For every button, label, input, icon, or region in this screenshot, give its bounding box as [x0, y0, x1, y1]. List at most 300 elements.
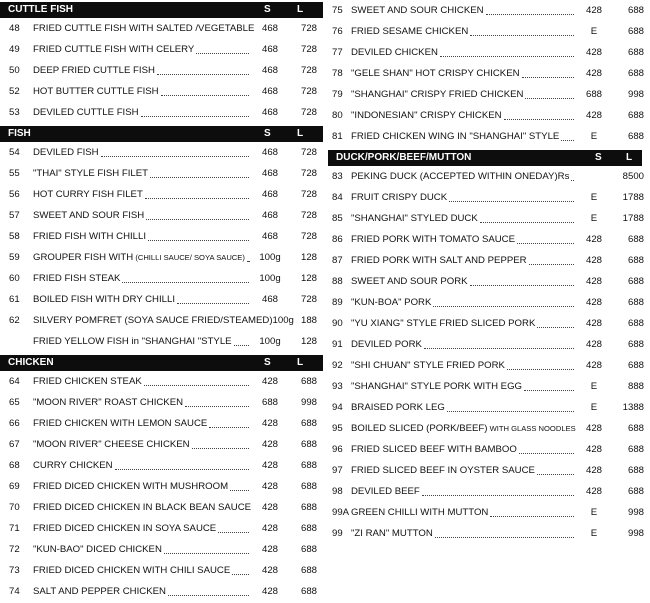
price-small: 428	[261, 418, 278, 429]
item-name-text: FRIED CHICKEN WING IN "SHANGHAI" STYLE	[351, 131, 560, 142]
price-large: 688	[627, 131, 644, 142]
price-small: 468	[261, 189, 278, 200]
item-name-text: "MOON RIVER" CHEESE CHICKEN	[33, 439, 190, 450]
dot-leader	[517, 243, 574, 244]
item-number: 85	[332, 213, 343, 224]
menu-item	[0, 455, 323, 476]
item-name-text: DEVILED CUTTLE FISH	[33, 107, 139, 118]
price-small: E	[590, 528, 598, 539]
item-number: 72	[9, 544, 20, 555]
price-large: 688	[627, 68, 644, 79]
item-name	[33, 539, 162, 560]
item-name-text: FRIED PORK WITH SALT AND PEPPER	[351, 255, 527, 266]
menu-item	[0, 392, 323, 413]
dot-leader	[486, 14, 574, 15]
dot-leader	[192, 448, 249, 449]
item-name	[351, 334, 422, 355]
item-name-text: SILVERY POMFRET (SOYA SAUCE FRIED/STEAMED)100g	[33, 315, 294, 326]
dot-leader	[537, 327, 574, 328]
price-large: 728	[300, 231, 317, 242]
dot-leader	[470, 35, 574, 36]
item-name	[351, 313, 535, 334]
menu-item	[326, 250, 650, 271]
price-large: 998	[627, 89, 644, 100]
item-name	[33, 81, 159, 102]
item-name-text: FRIED SESAME CHICKEN	[351, 26, 469, 37]
price-small: 428	[585, 486, 602, 497]
dot-leader	[470, 285, 574, 286]
item-name-text: GREEN CHILLI WITH MUTTON	[351, 507, 489, 518]
menu-item	[326, 0, 650, 21]
menu-item	[0, 310, 323, 331]
menu-item	[326, 21, 650, 42]
item-name-text: DEVILED CHICKEN	[351, 47, 438, 58]
item-name	[351, 63, 520, 84]
item-name-text: FRIED CHICKEN STEAK	[33, 376, 142, 387]
menu-item	[0, 102, 323, 123]
item-name	[351, 292, 431, 313]
price-small: 100g	[259, 252, 281, 263]
price-small: 100g	[259, 273, 281, 284]
dot-leader	[164, 553, 249, 554]
price-small: 428	[585, 47, 602, 58]
item-name	[351, 502, 488, 523]
size-large-header: L	[297, 128, 304, 139]
price-large: 1388	[622, 402, 644, 413]
item-name-text: "SHANGHAI" CRISPY FRIED CHICKEN	[351, 89, 524, 100]
item-name	[351, 84, 523, 105]
item-name-text: FRIED CUTTLE FISH WITH SALTED /VEGETABLE	[33, 23, 255, 34]
price-large: 688	[300, 544, 317, 555]
item-number: 78	[332, 68, 343, 79]
item-number: 93	[332, 381, 343, 392]
menu-column-right	[326, 0, 650, 544]
item-name	[351, 0, 484, 21]
dot-leader	[522, 77, 574, 78]
item-name	[33, 226, 146, 247]
dot-leader	[433, 306, 574, 307]
item-number: 54	[9, 147, 20, 158]
menu-item	[0, 518, 323, 539]
size-small-header: S	[264, 128, 271, 139]
price-small: 428	[585, 276, 602, 287]
item-number: 67	[9, 439, 20, 450]
item-number: 99A	[332, 507, 350, 518]
dot-leader	[218, 532, 249, 533]
price-large: 128	[300, 273, 317, 284]
item-number: 84	[332, 192, 343, 203]
price-large: 1788	[622, 192, 644, 203]
price-small: 468	[261, 294, 278, 305]
price-large: 688	[627, 234, 644, 245]
item-number: 49	[9, 44, 20, 55]
dot-leader	[525, 98, 574, 99]
price-large: 688	[627, 444, 644, 455]
item-number: 62	[9, 315, 20, 326]
item-name	[33, 289, 175, 310]
price-large: 128	[300, 336, 317, 347]
dot-leader	[146, 219, 249, 220]
price-large: 688	[300, 439, 317, 450]
dot-leader	[449, 201, 574, 202]
price-large: 688	[627, 486, 644, 497]
price-small: E	[590, 507, 598, 518]
dot-leader	[507, 369, 574, 370]
price-small: 428	[585, 234, 602, 245]
size-large-header: L	[297, 357, 304, 368]
dot-leader	[435, 537, 574, 538]
size-small-header: S	[264, 4, 271, 15]
item-name	[33, 142, 99, 163]
menu-item	[0, 434, 323, 455]
item-name	[33, 497, 251, 518]
item-name-text: HOT CURRY FISH FILET	[33, 189, 143, 200]
item-number: 95	[332, 423, 343, 434]
price-small: 428	[585, 255, 602, 266]
item-name	[33, 163, 148, 184]
price-large: 688	[627, 297, 644, 308]
item-name-text: "SHI CHUAN" STYLE FRIED PORK	[351, 360, 505, 371]
section-header	[0, 2, 323, 18]
menu-item	[0, 497, 323, 518]
menu-item	[326, 229, 650, 250]
dot-leader	[480, 222, 574, 223]
menu-item	[0, 476, 323, 497]
menu-item	[326, 208, 650, 229]
dot-leader	[571, 180, 574, 181]
menu-item	[326, 292, 650, 313]
item-name-text: "YU XIANG" STYLE FRIED SLICED PORK	[351, 318, 536, 329]
item-name	[33, 310, 294, 331]
price-small: 468	[261, 231, 278, 242]
item-name-text: BOILED FISH WITH DRY CHILLI	[33, 294, 175, 305]
dot-leader	[424, 348, 574, 349]
dot-leader	[177, 303, 249, 304]
item-name	[351, 208, 478, 229]
price-large: 728	[300, 294, 317, 305]
price-large: 728	[300, 44, 317, 55]
menu-item	[326, 187, 650, 208]
price-large: 188	[300, 315, 317, 326]
price-large: 728	[300, 86, 317, 97]
item-number: 81	[332, 131, 343, 142]
menu-item	[0, 226, 323, 247]
dot-leader	[232, 574, 249, 575]
item-number: 65	[9, 397, 20, 408]
item-name	[33, 268, 120, 289]
menu-item	[0, 539, 323, 560]
price-large: 688	[627, 318, 644, 329]
price-large: 688	[627, 110, 644, 121]
price-large: 688	[627, 47, 644, 58]
dot-leader	[247, 261, 249, 262]
price-large: 728	[300, 23, 317, 34]
item-name-text: "SHANGHAI" STYLED DUCK	[351, 213, 478, 224]
item-name-text: "SHANGHAI" STYLE PORK WITH EGG	[351, 381, 522, 392]
menu-item	[0, 18, 323, 39]
price-large: 728	[300, 107, 317, 118]
item-number: 48	[9, 23, 20, 34]
price-large: 728	[300, 65, 317, 76]
item-number: 77	[332, 47, 343, 58]
price-small: 428	[261, 544, 278, 555]
menu-item	[326, 42, 650, 63]
item-name	[33, 392, 183, 413]
item-name-text: BRAISED PORK LEG	[351, 402, 445, 413]
item-name	[33, 247, 245, 268]
item-name-text: SWEET AND SOUR PORK	[351, 276, 468, 287]
item-name	[33, 205, 144, 226]
size-small-header: S	[595, 152, 602, 163]
size-large-header: L	[626, 152, 633, 163]
item-name-text: "ZI RAN" MUTTON	[351, 528, 433, 539]
dot-leader	[168, 595, 249, 596]
item-name	[33, 581, 166, 602]
item-name	[351, 355, 505, 376]
price-large: 888	[627, 381, 644, 392]
price-small: E	[590, 381, 598, 392]
price-large: 728	[300, 210, 317, 221]
price-large: 728	[300, 147, 317, 158]
item-number: 71	[9, 523, 20, 534]
item-name-text: FRIED SLICED BEEF IN OYSTER SAUCE	[351, 465, 535, 476]
dot-leader	[561, 140, 574, 141]
item-name	[351, 42, 438, 63]
price-small: E	[590, 192, 598, 203]
price-small: 688	[261, 397, 278, 408]
item-name	[351, 126, 559, 147]
dot-leader	[196, 53, 249, 54]
item-number: 88	[332, 276, 343, 287]
item-name	[351, 418, 576, 439]
item-name-text: FRIED CHICKEN WITH LEMON SAUCE	[33, 418, 208, 429]
item-name	[351, 187, 447, 208]
item-number: 64	[9, 376, 20, 387]
price-small: 428	[585, 68, 602, 79]
item-name	[351, 460, 535, 481]
section-title: CHICKEN	[8, 357, 54, 368]
item-number: 83	[332, 171, 343, 182]
item-name	[33, 60, 155, 81]
menu-item	[0, 581, 323, 602]
dot-leader	[145, 198, 249, 199]
item-number: 92	[332, 360, 343, 371]
price-large: 728	[300, 168, 317, 179]
item-name	[351, 439, 517, 460]
item-number: 70	[9, 502, 20, 513]
menu-item	[326, 334, 650, 355]
item-name-text: HOT BUTTER CUTTLE FISH	[33, 86, 159, 97]
price-small: 688	[585, 89, 602, 100]
item-name	[351, 166, 569, 187]
item-name	[351, 376, 522, 397]
price-large: 688	[300, 481, 317, 492]
price-large: 688	[627, 276, 644, 287]
dot-leader	[150, 177, 249, 178]
item-name-text: FRIED DICED CHICKEN WITH CHILI SAUCE	[33, 565, 231, 576]
menu-item	[0, 560, 323, 581]
item-name-text: "GELE SHAN" HOT CRISPY CHICKEN	[351, 68, 520, 79]
price-large: 688	[627, 26, 644, 37]
price-large: 688	[300, 376, 317, 387]
price-large: 688	[300, 502, 317, 513]
item-number: 80	[332, 110, 343, 121]
price-small: 428	[585, 297, 602, 308]
item-name	[351, 481, 420, 502]
menu-item	[326, 397, 650, 418]
item-name	[33, 413, 207, 434]
price-small: E	[590, 402, 598, 413]
item-name-text: FRIED SLICED BEEF WITH BAMBOO	[351, 444, 517, 455]
item-number: 73	[9, 565, 20, 576]
item-name	[351, 250, 527, 271]
price-small: 428	[261, 481, 278, 492]
dot-leader	[185, 406, 249, 407]
menu-item	[0, 289, 323, 310]
item-name-text: FRIED DICED CHICKEN WITH MUSHROOM	[33, 481, 229, 492]
item-name-text: PEKING DUCK (ACCEPTED WITHIN ONEDAY)Rs	[351, 171, 570, 182]
dot-leader	[234, 345, 249, 346]
menu-item	[326, 439, 650, 460]
menu-item	[326, 313, 650, 334]
price-small: 428	[585, 318, 602, 329]
price-large: 688	[300, 586, 317, 597]
menu-item	[326, 355, 650, 376]
item-name-text: FRIED YELLOW FISH in "SHANGHAI "STYLE	[33, 336, 232, 347]
price-small: 428	[261, 376, 278, 387]
item-name-text: FRUIT CRISPY DUCK	[351, 192, 448, 203]
item-name	[351, 21, 468, 42]
item-name	[33, 560, 230, 581]
item-name-text: FRIED PORK WITH TOMATO SAUCE	[351, 234, 515, 245]
item-name	[33, 331, 232, 352]
price-small: 428	[261, 439, 278, 450]
price-small: 428	[585, 5, 602, 16]
price-small: 428	[261, 460, 278, 471]
menu-item	[326, 523, 650, 544]
dot-leader	[422, 495, 574, 496]
item-number: 53	[9, 107, 20, 118]
menu-item	[0, 39, 323, 60]
item-name-text: FRIED FISH STEAK	[33, 273, 121, 284]
price-small: 428	[261, 523, 278, 534]
item-name	[33, 518, 216, 539]
item-name-text: SWEET AND SOUR CHICKEN	[351, 5, 484, 16]
menu-item	[326, 418, 650, 439]
item-name-text: "KUN-BOA" PORK	[351, 297, 432, 308]
item-name	[33, 476, 228, 497]
menu-item	[0, 184, 323, 205]
price-small: 428	[585, 339, 602, 350]
item-number: 61	[9, 294, 20, 305]
price-small: 428	[261, 502, 278, 513]
item-number: 55	[9, 168, 20, 179]
menu-item	[0, 142, 323, 163]
dot-leader	[115, 469, 249, 470]
price-large: 1788	[622, 213, 644, 224]
price-large: 688	[300, 460, 317, 471]
section-title: FISH	[8, 128, 31, 139]
item-number: 76	[332, 26, 343, 37]
item-name-text: "THAI" STYLE FISH FILET	[33, 168, 149, 179]
item-number: 66	[9, 418, 20, 429]
menu-item	[0, 163, 323, 184]
price-small: 428	[585, 465, 602, 476]
item-name	[33, 39, 194, 60]
price-large: 998	[627, 528, 644, 539]
price-large: 688	[627, 360, 644, 371]
menu-item	[326, 271, 650, 292]
item-number: 68	[9, 460, 20, 471]
item-number: 79	[332, 89, 343, 100]
dot-leader	[141, 116, 249, 117]
menu-item	[326, 166, 650, 187]
section-header	[0, 126, 323, 142]
dot-leader	[440, 56, 574, 57]
menu-item	[326, 63, 650, 84]
item-number: 69	[9, 481, 20, 492]
dot-leader	[161, 95, 249, 96]
item-name	[33, 434, 190, 455]
menu-item	[0, 331, 323, 352]
item-note: WITH GLASS NOODLES	[487, 424, 576, 433]
menu-item	[326, 376, 650, 397]
item-name	[33, 184, 143, 205]
item-number: 97	[332, 465, 343, 476]
item-name	[351, 271, 468, 292]
dot-leader	[148, 240, 249, 241]
item-name-text: FRIED DICED CHICKEN IN SOYA SAUCE	[33, 523, 217, 534]
item-number: 50	[9, 65, 20, 76]
item-note: (CHILLI SAUCE/ SOYA SAUCE)	[133, 253, 245, 262]
menu-item	[0, 205, 323, 226]
dot-leader	[524, 390, 574, 391]
price-large: 688	[300, 418, 317, 429]
item-number: 90	[332, 318, 343, 329]
price-large: 688	[627, 255, 644, 266]
item-name-text: FRIED DICED CHICKEN IN BLACK BEAN SAUCE	[33, 502, 252, 513]
item-name	[33, 18, 254, 39]
price-small: 468	[261, 210, 278, 221]
menu-item	[0, 60, 323, 81]
menu-item	[0, 268, 323, 289]
price-large: 998	[627, 507, 644, 518]
dot-leader	[230, 490, 249, 491]
item-name-text: "MOON RIVER" ROAST CHICKEN	[33, 397, 184, 408]
size-small-header: S	[264, 357, 271, 368]
dot-leader	[529, 264, 574, 265]
price-small: 428	[261, 565, 278, 576]
section-header	[328, 150, 642, 166]
menu-item	[326, 105, 650, 126]
price-large: 128	[300, 252, 317, 263]
item-number: 59	[9, 252, 20, 263]
item-name	[33, 102, 139, 123]
item-number: 98	[332, 486, 343, 497]
price-small: 468	[261, 168, 278, 179]
menu-item	[326, 481, 650, 502]
item-name	[351, 229, 515, 250]
price-small: 468	[261, 23, 278, 34]
item-name	[351, 397, 445, 418]
price-small: E	[590, 131, 598, 142]
item-name-text: CURRY CHICKEN	[33, 460, 113, 471]
item-number: 86	[332, 234, 343, 245]
price-small: 468	[261, 147, 278, 158]
item-name	[351, 105, 502, 126]
item-name	[33, 371, 142, 392]
price-small: 428	[585, 360, 602, 371]
